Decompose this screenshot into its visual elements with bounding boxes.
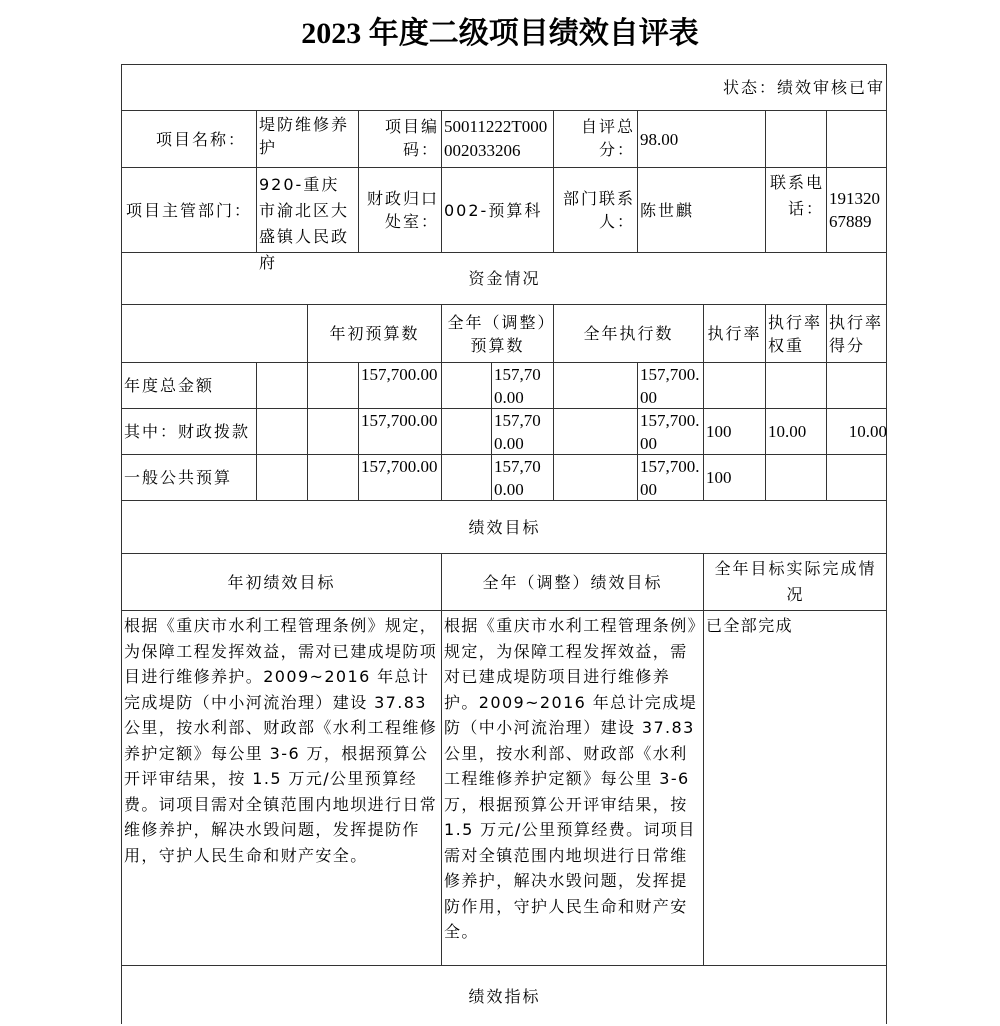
empty-cell <box>442 455 492 501</box>
fund-row-label: 一般公共预算 <box>122 455 257 501</box>
empty-cell <box>442 363 492 409</box>
goals-section-title: 绩效目标 <box>122 501 887 554</box>
self-score-value: 98.00 <box>638 111 766 168</box>
finance-office-value: 002-预算科 <box>442 168 554 253</box>
project-code-value: 50011222T000002033206 <box>442 111 554 168</box>
indicators-section-title: 绩效指标 <box>468 986 541 1006</box>
status-text: 状态：绩效审核已审 <box>122 65 887 111</box>
fund-initial-budget: 157,700.00 <box>359 363 442 409</box>
fund-exec-weight: 10.00 <box>766 409 827 455</box>
goals-header-adjusted: 全年（调整）绩效目标 <box>442 554 704 611</box>
dept-label: 项目主管部门： <box>122 168 257 253</box>
goals-header-actual: 全年目标实际完成情况 <box>704 554 887 611</box>
goals-adjusted-text: 根据《重庆市水利工程管理条例》规定，为保障工程发挥效益，需对已建成堤防项目进行维修养护。2009~2016 年总计完成堤防（中小河流治理）建设 37.83 公里，按水利部、财政部《水利工程维修养护定额》每公里 3-6 万，根据预算公开评审结果，按 1.5 万元/公里预算经费。词项目需对全镇范围内地坝进行日常维修养护，解决水毁问题，发挥提防作用，守护人民生命和财产安全。 <box>442 611 704 966</box>
page-title: 2023 年度二级项目绩效自评表 <box>301 17 699 50</box>
finance-office-label: 财政归口处室： <box>359 168 442 253</box>
empty-cell <box>766 111 827 168</box>
goals-actual-text: 已全部完成 <box>704 611 887 966</box>
fund-adjusted-budget: 157,700.00 <box>492 409 554 455</box>
fund-executed: 157,700.00 <box>638 455 704 501</box>
fund-exec-rate <box>704 363 766 409</box>
empty-cell <box>257 363 308 409</box>
empty-cell <box>442 409 492 455</box>
fund-executed: 157,700.00 <box>638 363 704 409</box>
header-exec-weight: 执行率权重 <box>766 305 827 363</box>
empty-cell <box>308 363 359 409</box>
fund-exec-score <box>827 455 887 501</box>
empty-cell <box>308 409 359 455</box>
goals-initial-text: 根据《重庆市水利工程管理条例》规定，为保障工程发挥效益，需对已建成堤防项目进行维修养护。2009~2016 年总计完成堤防（中小河流治理）建设 37.83 公里，按水利部、财政部《水利工程维修养护定额》每公里 3-6 万，根据预算公开评审结果，按 1.5 万元/公里预算经费。词项目需对全镇范围内地坝进行日常维修养护，解决水毁问题，发挥提防作用，守护人民生命和财产安全。 <box>122 611 442 966</box>
header-executed: 全年执行数 <box>554 305 704 363</box>
empty-cell <box>554 409 638 455</box>
fund-initial-budget: 157,700.00 <box>359 409 442 455</box>
header-exec-score: 执行率得分 <box>827 305 887 363</box>
goals-header-initial: 年初绩效目标 <box>122 554 442 611</box>
empty-cell <box>554 363 638 409</box>
fund-row-label: 其中：财政拨款 <box>122 409 257 455</box>
fund-adjusted-budget: 157,700.00 <box>492 363 554 409</box>
project-name-value: 堤防维修养护 <box>257 111 359 168</box>
phone-label: 联系电话： <box>766 168 827 253</box>
funds-header-blank <box>122 305 308 363</box>
fund-exec-rate: 100 <box>704 409 766 455</box>
fund-executed: 157,700.00 <box>638 409 704 455</box>
empty-cell <box>554 455 638 501</box>
empty-cell <box>308 455 359 501</box>
evaluation-table <box>121 64 887 1024</box>
funds-section-title: 资金情况 <box>122 253 887 305</box>
header-adjusted-budget: 全年（调整）预算数 <box>442 305 554 363</box>
header-exec-rate: 执行率 <box>704 305 766 363</box>
phone-value: 19132067889 <box>827 168 887 253</box>
fund-exec-score <box>827 363 887 409</box>
header-initial-budget: 年初预算数 <box>308 305 442 363</box>
contact-label: 部门联系人： <box>554 168 638 253</box>
contact-value: 陈世麒 <box>638 168 766 253</box>
empty-cell <box>257 409 308 455</box>
self-score-label: 自评总分： <box>554 111 638 168</box>
fund-exec-weight <box>766 363 827 409</box>
empty-cell <box>257 455 308 501</box>
fund-exec-score: 10.00 <box>827 409 887 455</box>
dept-value: 920-重庆市渝北区大盛镇人民政府 <box>257 168 359 253</box>
fund-initial-budget: 157,700.00 <box>359 455 442 501</box>
fund-adjusted-budget: 157,700.00 <box>492 455 554 501</box>
project-name-label: 项目名称： <box>122 111 257 168</box>
project-code-label: 项目编码： <box>359 111 442 168</box>
fund-exec-rate: 100 <box>704 455 766 501</box>
empty-cell <box>827 111 887 168</box>
fund-row-label: 年度总金额 <box>122 363 257 409</box>
fund-exec-weight <box>766 455 827 501</box>
